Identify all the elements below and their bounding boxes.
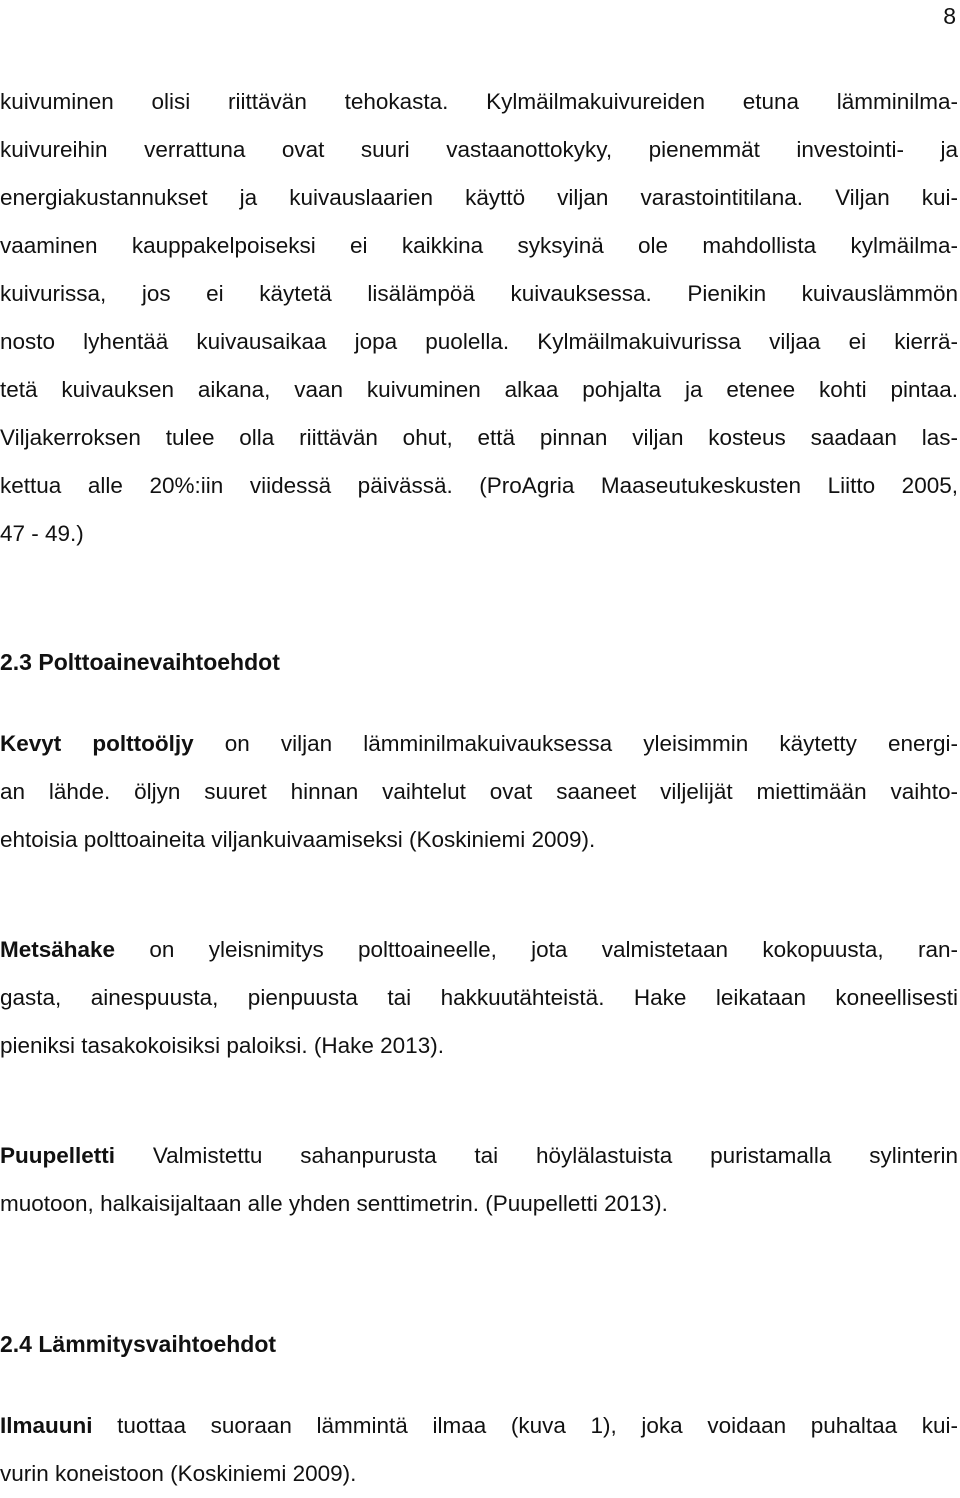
paragraph-line: kuivurissa, jos ei käytetä lisälämpöä kuivauksessa. Pienikin kuivauslämmön bbox=[0, 281, 958, 306]
paragraph-air-furnace bbox=[0, 1402, 958, 1498]
paragraph-line: an lähde. öljyn suuret hinnan vaihtelut ovat saaneet viljelijät miettimään vaihto- bbox=[0, 779, 958, 804]
paragraph-text: Valmistettu sahanpurusta tai höylälastuista puristamalla sylinterin bbox=[115, 1143, 958, 1168]
paragraph-line: gasta, ainespuusta, pienpuusta tai hakkuutähteistä. Hake leikataan koneellisesti bbox=[0, 985, 958, 1010]
paragraph-cold-air-drying bbox=[0, 78, 958, 558]
term-wood-pellet: Puupelletti bbox=[0, 1143, 116, 1168]
section-heading-fuels: 2.3 Polttoainevaihtoehdot bbox=[0, 649, 280, 675]
paragraph-light-fuel-oil bbox=[0, 720, 958, 864]
paragraph-line: 47 - 49.) bbox=[0, 521, 84, 546]
paragraph-forest-chips bbox=[0, 926, 958, 1070]
paragraph-text: on yleisnimitys polttoaineelle, jota valmistetaan kokopuusta, ran- bbox=[115, 937, 958, 962]
term-forest-chips: Metsähake bbox=[0, 937, 116, 962]
paragraph-line: pieniksi tasakokoisiksi paloiksi. (Hake 2013). bbox=[0, 1033, 444, 1058]
paragraph-line: muotoon, halkaisijaltaan alle yhden senttimetrin. (Puupelletti 2013). bbox=[0, 1191, 668, 1216]
paragraph-line: vurin koneistoon (Koskiniemi 2009). bbox=[0, 1461, 357, 1486]
page-number: 8 bbox=[943, 3, 956, 29]
paragraph-line: Viljakerroksen tulee olla riittävän ohut, että pinnan viljan kosteus saadaan las- bbox=[0, 425, 958, 450]
paragraph-line: kuivureihin verrattuna ovat suuri vastaanottokyky, pienemmät investointi- ja bbox=[0, 137, 958, 162]
paragraph-line bbox=[0, 926, 958, 974]
paragraph-line: kuivuminen olisi riittävän tehokasta. Kylmäilmakuivureiden etuna lämminilma- bbox=[0, 89, 958, 114]
paragraph-text: on viljan lämminilmakuivauksessa yleisimmin käytetty energi- bbox=[193, 731, 958, 756]
term-air-furnace: Ilmauuni bbox=[0, 1413, 93, 1438]
paragraph-text: tuottaa suoraan lämmintä ilmaa (kuva 1), joka voidaan puhaltaa kui- bbox=[92, 1413, 958, 1438]
paragraph-line: ehtoisia polttoaineita viljankuivaamiseksi (Koskiniemi 2009). bbox=[0, 827, 596, 852]
document-body bbox=[0, 78, 958, 1498]
term-light-fuel-oil: Kevyt polttoöljy bbox=[0, 731, 194, 756]
paragraph-line: kettua alle 20%:iin viidessä päivässä. (ProAgria Maaseutukeskusten Liitto 2005, bbox=[0, 473, 958, 498]
paragraph-line: tetä kuivauksen aikana, vaan kuivuminen alkaa pohjalta ja etenee kohti pintaa. bbox=[0, 377, 958, 402]
paragraph-line: vaaminen kauppakelpoiseksi ei kaikkina syksyinä ole mahdollista kylmäilma- bbox=[0, 233, 958, 258]
section-heading-heating: 2.4 Lämmitysvaihtoehdot bbox=[0, 1331, 277, 1357]
paragraph-line bbox=[0, 1132, 958, 1180]
paragraph-line: energiakustannukset ja kuivauslaarien käyttö viljan varastointitilana. Viljan kui- bbox=[0, 185, 958, 210]
paragraph-line bbox=[0, 720, 958, 768]
paragraph-line: nosto lyhentää kuivausaikaa jopa puolella. Kylmäilmakuivurissa viljaa ei kierrä- bbox=[0, 329, 958, 354]
paragraph-wood-pellet bbox=[0, 1132, 958, 1228]
paragraph-line bbox=[0, 1402, 958, 1450]
